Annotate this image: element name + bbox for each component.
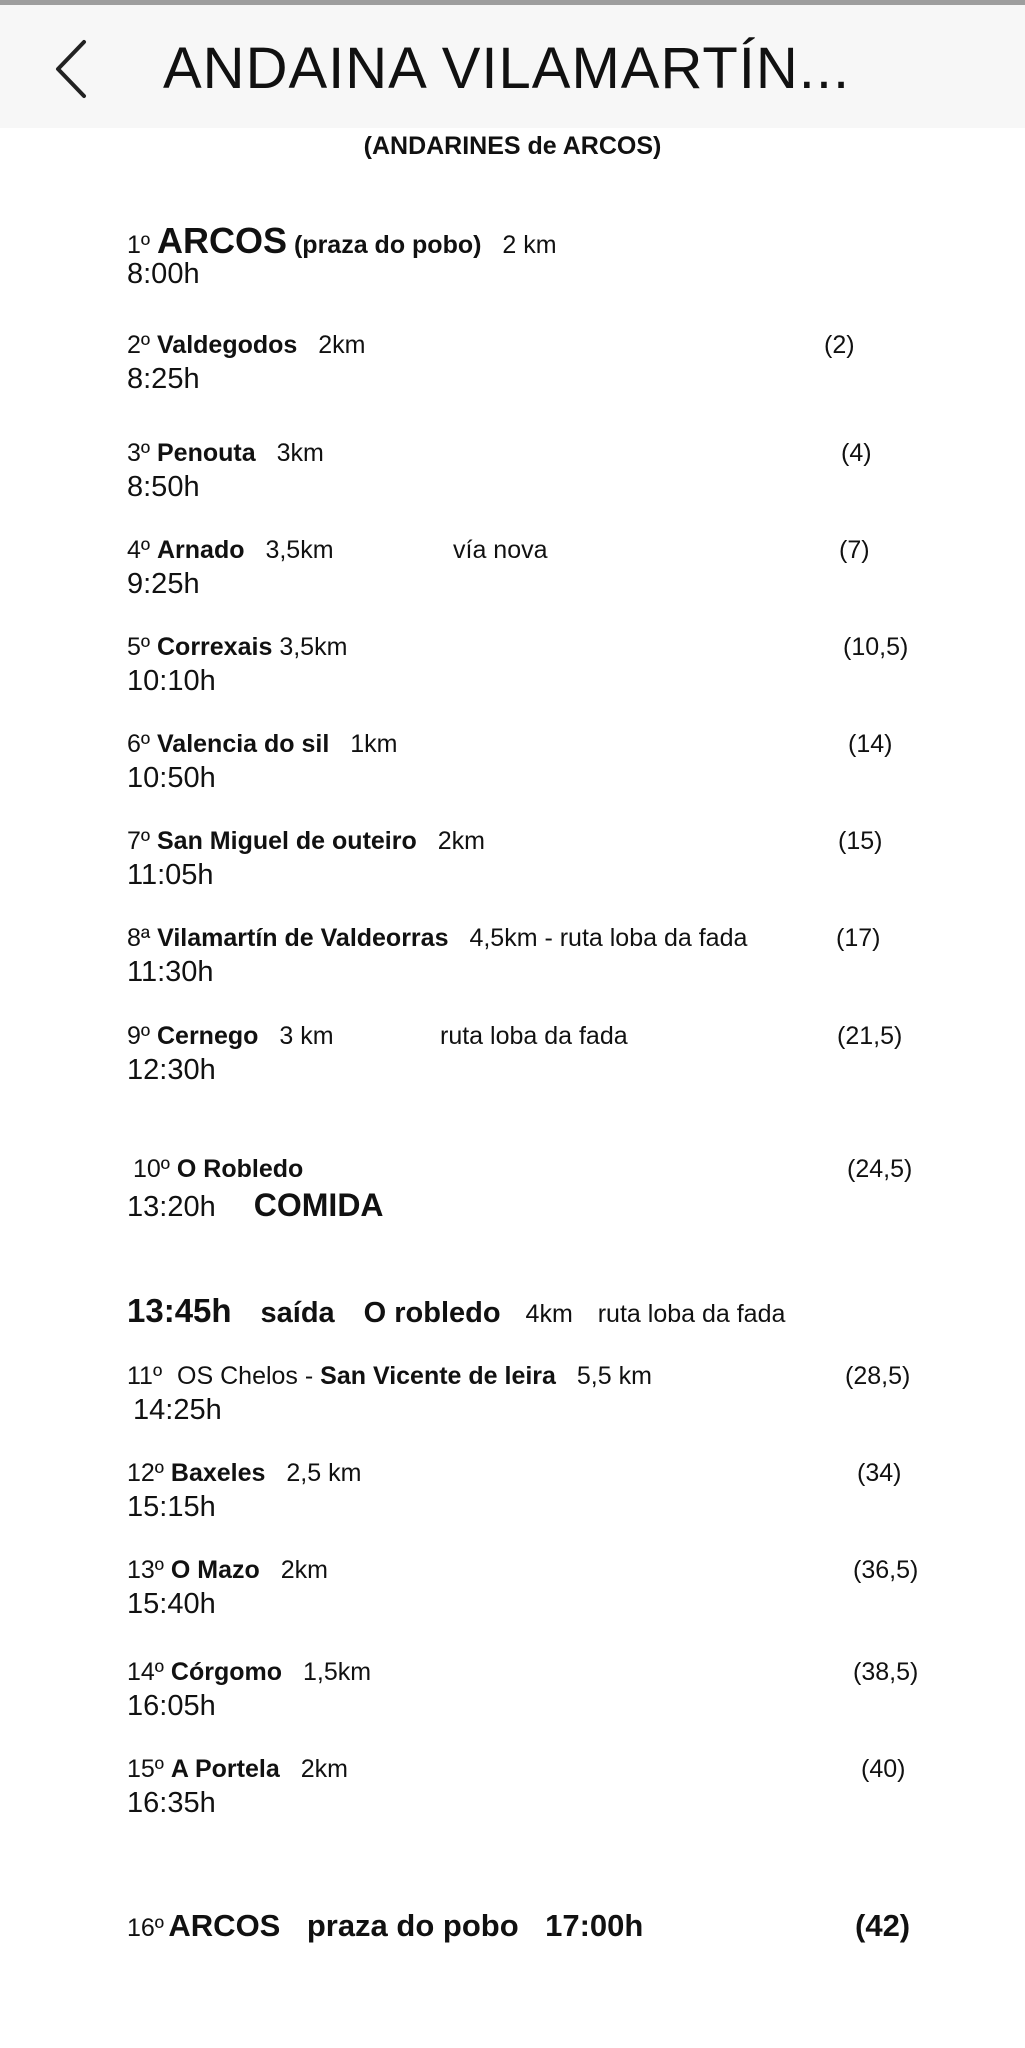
stop-item: 11º OS Chelos - San Vicente de leira 5,5 km (28,5) 14:25h: [127, 1362, 927, 1427]
stop-name: Córgomo: [170, 1658, 283, 1686]
cumulative-km: (10,5): [843, 633, 909, 661]
stop-name: San Vicente de leira: [320, 1362, 556, 1390]
stop-name: Baxeles: [170, 1459, 266, 1487]
cumulative-km: (34): [857, 1459, 902, 1487]
stop-item: 5º Correxais 3,5km (10,5) 10:10h: [127, 633, 927, 698]
cumulative-km: (24,5): [847, 1155, 913, 1183]
cumulative-km: (15): [838, 827, 883, 855]
cumulative-km: (28,5): [845, 1362, 911, 1390]
stop-item: 2º Valdegodos 2km (2) 8:25h: [127, 331, 927, 396]
stop-item: 13º O Mazo 2km (36,5) 15:40h: [127, 1556, 927, 1621]
cumulative-km: (36,5): [853, 1556, 919, 1584]
stop-time: 14:25h: [133, 1394, 222, 1426]
stop-name: Arnado: [157, 536, 245, 564]
cumulative-km: (40): [861, 1755, 906, 1783]
stop-name: Cernego: [157, 1022, 259, 1050]
stop-item: 4º Arnado 3,5km vía nova (7) 9:25h: [127, 536, 927, 601]
meal-label: COMIDA: [253, 1187, 384, 1223]
route-note: ruta loba da fada: [440, 1022, 628, 1050]
stop-time: 16:35h: [127, 1787, 216, 1819]
stop-time: 10:50h: [127, 762, 216, 794]
stop-item: 7º San Miguel de outeiro 2km (15) 11:05h: [127, 827, 927, 892]
stop-name: San Miguel de outeiro: [157, 827, 417, 855]
stop-time: 11:30h: [127, 956, 214, 988]
stop-name: A Portela: [170, 1755, 280, 1783]
stop-time: 17:00h: [545, 1908, 644, 1943]
cumulative-km: (38,5): [853, 1658, 919, 1686]
stop-time: 11:05h: [127, 859, 214, 891]
cumulative-km: (4): [841, 439, 872, 467]
stop-name: ARCOS: [157, 220, 288, 261]
stop-name: Vilamartín de Valdeorras: [157, 924, 449, 952]
stop-item: 6º Valencia do sil 1km (14) 10:50h: [127, 730, 927, 795]
stop-item: 9º Cernego 3 km ruta loba da fada (21,5) 12:30h: [127, 1022, 927, 1087]
cumulative-km: (14): [848, 730, 893, 758]
stop-time: 15:15h: [127, 1491, 216, 1523]
stop-time: 16:05h: [127, 1690, 216, 1722]
back-arrow-icon[interactable]: [52, 39, 92, 99]
route-note: vía nova: [453, 536, 548, 564]
stop-item: 15º A Portela 2km (40) 16:35h: [127, 1755, 927, 1820]
stop-name: Correxais: [157, 633, 273, 661]
stop-item: 14º Córgomo 1,5km (38,5) 16:05h: [127, 1658, 927, 1723]
stop-item: 1º ARCOS (praza do pobo) 2 km 8:00h: [127, 220, 927, 291]
page-subtitle: (ANDARINES de ARCOS): [363, 132, 662, 160]
departure-line: 13:45h saída O robledo 4km ruta loba da fada: [127, 1292, 786, 1329]
stop-name: Valdegodos: [157, 331, 298, 359]
stop-time: 8:00h: [127, 258, 200, 290]
cumulative-km: (2): [824, 331, 855, 359]
stop-time: 10:10h: [127, 665, 216, 697]
cumulative-km: (21,5): [837, 1022, 903, 1050]
cumulative-km: (7): [839, 536, 870, 564]
stop-name: O Robledo: [176, 1155, 304, 1183]
stop-time: 13:20h: [127, 1191, 216, 1223]
stop-name: Valencia do sil: [157, 730, 330, 758]
stop-time: 15:40h: [127, 1588, 216, 1620]
stop-time: 9:25h: [127, 568, 200, 600]
app-header: [0, 5, 1025, 128]
stop-name: ARCOS: [168, 1908, 281, 1943]
stop-name: Penouta: [157, 439, 256, 467]
final-stop: 16º ARCOS praza do pobo 17:00h (42): [127, 1908, 911, 1943]
cumulative-km: (42): [855, 1908, 911, 1943]
stop-item: 8ª Vilamartín de Valdeorras 4,5km - ruta loba da fada (17) 11:30h: [127, 924, 927, 989]
cumulative-km: (17): [836, 924, 881, 952]
stop-time: 12:30h: [127, 1054, 216, 1086]
stop-item: 3º Penouta 3km (4) 8:50h: [127, 439, 927, 504]
stop-item: 12º Baxeles 2,5 km (34) 15:15h: [127, 1459, 927, 1524]
stop-time: 8:50h: [127, 471, 200, 503]
stop-name: O Mazo: [170, 1556, 260, 1584]
page-title: ANDAINA VILAMARTÍN...: [163, 36, 851, 101]
stop-item: 10º O Robledo (24,5) 13:20h COMIDA: [127, 1155, 913, 1223]
stop-time: 8:25h: [127, 363, 200, 395]
